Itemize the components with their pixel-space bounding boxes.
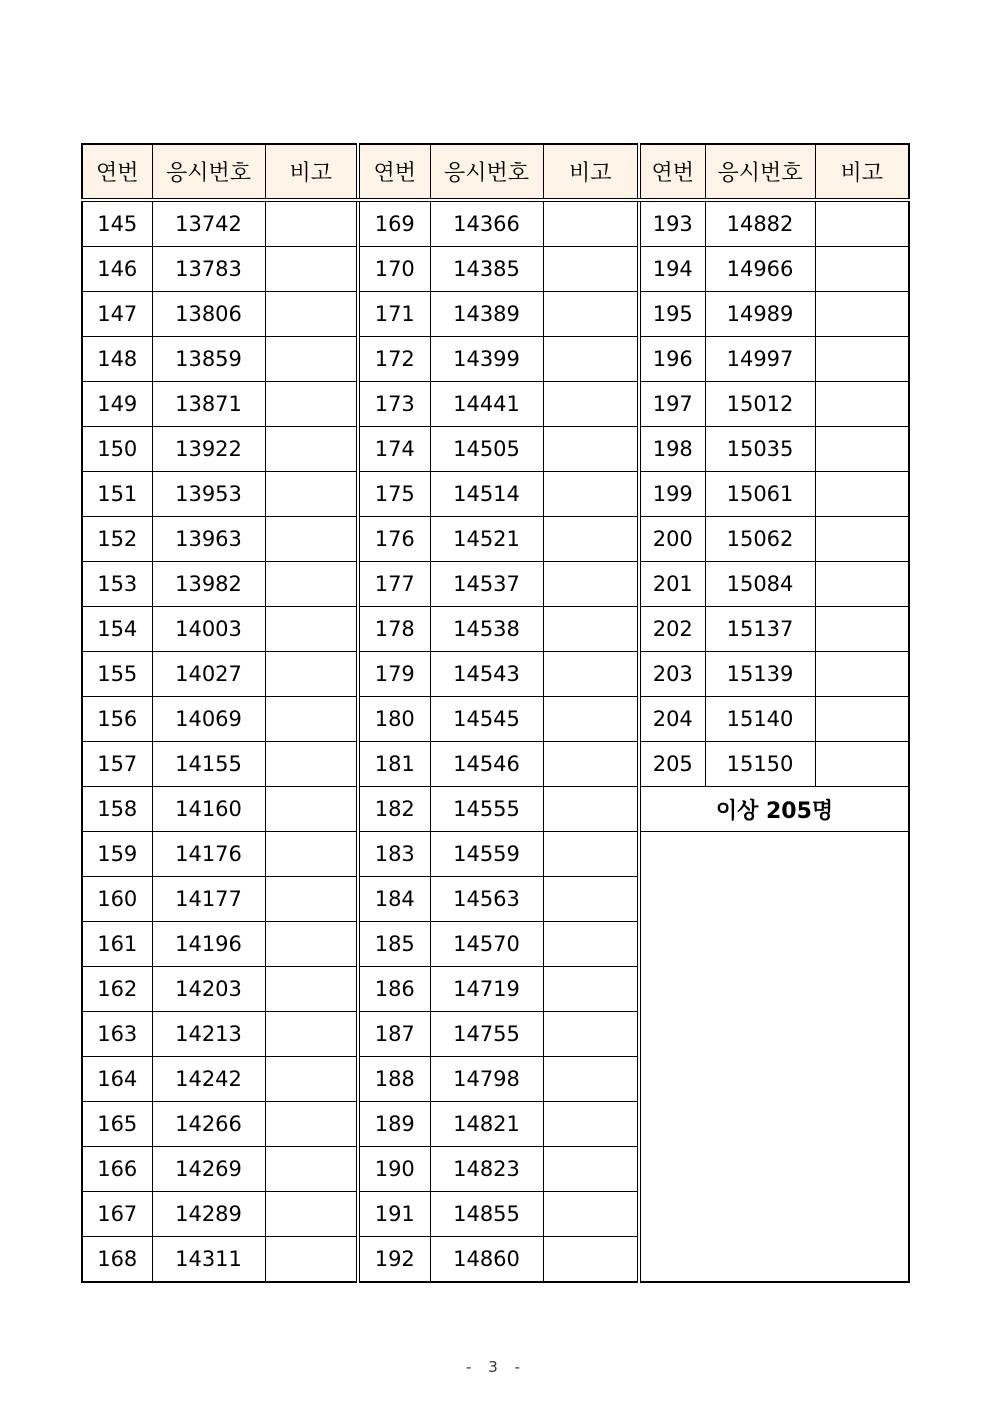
- seq-cell: 180: [358, 697, 430, 742]
- table-row: [82, 247, 909, 292]
- exam-number-cell: 13871: [152, 382, 265, 427]
- table-row: [82, 517, 909, 562]
- note-cell: [815, 247, 909, 292]
- seq-cell: 192: [358, 1237, 430, 1283]
- note-cell: [815, 472, 909, 517]
- note-cell: [543, 337, 639, 382]
- exam-number-cell: 15139: [705, 652, 815, 697]
- seq-cell: 194: [639, 247, 705, 292]
- seq-cell: 189: [358, 1102, 430, 1147]
- note-cell: [265, 697, 358, 742]
- exam-number-cell: 14213: [152, 1012, 265, 1057]
- exam-number-cell: 13742: [152, 200, 265, 247]
- seq-cell: 191: [358, 1192, 430, 1237]
- note-cell: [265, 247, 358, 292]
- exam-number-cell: 14823: [430, 1147, 543, 1192]
- exam-number-cell: 14269: [152, 1147, 265, 1192]
- exam-number-cell: 14176: [152, 832, 265, 877]
- exam-number-cell: 14069: [152, 697, 265, 742]
- note-cell: [265, 1012, 358, 1057]
- exam-number-cell: 14155: [152, 742, 265, 787]
- note-cell: [265, 292, 358, 337]
- exam-number-cell: 14389: [430, 292, 543, 337]
- exam-number-cell: 15150: [705, 742, 815, 787]
- empty-area: [639, 832, 909, 1283]
- note-cell: [265, 472, 358, 517]
- table-row: [82, 200, 909, 247]
- note-cell: [543, 562, 639, 607]
- seq-cell: 183: [358, 832, 430, 877]
- note-cell: [543, 1147, 639, 1192]
- table-row: [82, 427, 909, 472]
- note-cell: [265, 967, 358, 1012]
- note-cell: [543, 742, 639, 787]
- exam-number-cell: 14821: [430, 1102, 543, 1147]
- exam-number-cell: 13963: [152, 517, 265, 562]
- seq-cell: 169: [358, 200, 430, 247]
- seq-cell: 188: [358, 1057, 430, 1102]
- exam-number-cell: 14160: [152, 787, 265, 832]
- seq-cell: 170: [358, 247, 430, 292]
- note-cell: [815, 337, 909, 382]
- seq-cell: 168: [82, 1237, 152, 1283]
- note-cell: [265, 1192, 358, 1237]
- note-cell: [543, 1192, 639, 1237]
- seq-cell: 185: [358, 922, 430, 967]
- exam-number-cell: 14505: [430, 427, 543, 472]
- note-cell: [815, 562, 909, 607]
- seq-cell: 163: [82, 1012, 152, 1057]
- note-cell: [543, 427, 639, 472]
- seq-cell: 196: [639, 337, 705, 382]
- seq-cell: 152: [82, 517, 152, 562]
- exam-number-cell: 14242: [152, 1057, 265, 1102]
- seq-cell: 149: [82, 382, 152, 427]
- seq-cell: 160: [82, 877, 152, 922]
- note-cell: [815, 742, 909, 787]
- header-note: 비고: [815, 144, 909, 200]
- exam-number-cell: 14570: [430, 922, 543, 967]
- seq-cell: 205: [639, 742, 705, 787]
- exam-number-cell: 14514: [430, 472, 543, 517]
- exam-number-cell: 14003: [152, 607, 265, 652]
- table-row: [82, 742, 909, 787]
- note-cell: [815, 427, 909, 472]
- seq-cell: 156: [82, 697, 152, 742]
- seq-cell: 159: [82, 832, 152, 877]
- exam-number-cell: 14203: [152, 967, 265, 1012]
- exam-number-cell: 14563: [430, 877, 543, 922]
- exam-number-cell: 14399: [430, 337, 543, 382]
- table-row: [82, 787, 909, 832]
- exam-number-cell: 14385: [430, 247, 543, 292]
- exam-number-cell: 14545: [430, 697, 543, 742]
- exam-number-cell: 15061: [705, 472, 815, 517]
- note-cell: [265, 607, 358, 652]
- seq-cell: 162: [82, 967, 152, 1012]
- seq-cell: 153: [82, 562, 152, 607]
- seq-cell: 177: [358, 562, 430, 607]
- note-cell: [815, 292, 909, 337]
- seq-cell: 200: [639, 517, 705, 562]
- seq-cell: 184: [358, 877, 430, 922]
- exam-number-cell: 14538: [430, 607, 543, 652]
- seq-cell: 204: [639, 697, 705, 742]
- note-cell: [543, 1102, 639, 1147]
- roster-table: [81, 143, 910, 1283]
- header-seq: 연번: [639, 144, 705, 200]
- exam-number-cell: 13953: [152, 472, 265, 517]
- exam-number-cell: 13922: [152, 427, 265, 472]
- note-cell: [265, 562, 358, 607]
- exam-number-cell: 14719: [430, 967, 543, 1012]
- exam-number-cell: 13806: [152, 292, 265, 337]
- header-seq: 연번: [358, 144, 430, 200]
- note-cell: [543, 922, 639, 967]
- seq-cell: 182: [358, 787, 430, 832]
- exam-number-cell: 14555: [430, 787, 543, 832]
- header-exam-number: 응시번호: [152, 144, 265, 200]
- note-cell: [265, 1147, 358, 1192]
- exam-number-cell: 14966: [705, 247, 815, 292]
- exam-number-cell: 14521: [430, 517, 543, 562]
- note-cell: [543, 697, 639, 742]
- seq-cell: 190: [358, 1147, 430, 1192]
- exam-number-cell: 14755: [430, 1012, 543, 1057]
- seq-cell: 174: [358, 427, 430, 472]
- exam-number-cell: 14882: [705, 200, 815, 247]
- header-exam-number: 응시번호: [705, 144, 815, 200]
- exam-number-cell: 15035: [705, 427, 815, 472]
- table-row: [82, 472, 909, 517]
- seq-cell: 173: [358, 382, 430, 427]
- seq-cell: 199: [639, 472, 705, 517]
- seq-cell: 150: [82, 427, 152, 472]
- exam-number-cell: 13982: [152, 562, 265, 607]
- exam-number-cell: 14546: [430, 742, 543, 787]
- note-cell: [265, 1102, 358, 1147]
- exam-number-cell: 14798: [430, 1057, 543, 1102]
- table-row: [82, 607, 909, 652]
- note-cell: [543, 517, 639, 562]
- seq-cell: 167: [82, 1192, 152, 1237]
- note-cell: [543, 877, 639, 922]
- note-cell: [265, 337, 358, 382]
- seq-cell: 201: [639, 562, 705, 607]
- seq-cell: 165: [82, 1102, 152, 1147]
- note-cell: [265, 1057, 358, 1102]
- seq-cell: 148: [82, 337, 152, 382]
- note-cell: [265, 922, 358, 967]
- note-cell: [265, 652, 358, 697]
- note-cell: [543, 787, 639, 832]
- seq-cell: 155: [82, 652, 152, 697]
- seq-cell: 161: [82, 922, 152, 967]
- note-cell: [265, 382, 358, 427]
- exam-number-cell: 14559: [430, 832, 543, 877]
- table-row: [82, 292, 909, 337]
- seq-cell: 166: [82, 1147, 152, 1192]
- note-cell: [543, 1057, 639, 1102]
- seq-cell: 202: [639, 607, 705, 652]
- note-cell: [815, 382, 909, 427]
- note-cell: [265, 200, 358, 247]
- header-row: [82, 144, 909, 200]
- seq-cell: 181: [358, 742, 430, 787]
- seq-cell: 145: [82, 200, 152, 247]
- exam-number-cell: 14177: [152, 877, 265, 922]
- note-cell: [543, 292, 639, 337]
- seq-cell: 157: [82, 742, 152, 787]
- seq-cell: 203: [639, 652, 705, 697]
- note-cell: [543, 652, 639, 697]
- seq-cell: 176: [358, 517, 430, 562]
- note-cell: [543, 1237, 639, 1283]
- table-row: [82, 382, 909, 427]
- note-cell: [543, 382, 639, 427]
- exam-number-cell: 13859: [152, 337, 265, 382]
- seq-cell: 195: [639, 292, 705, 337]
- exam-number-cell: 15012: [705, 382, 815, 427]
- exam-number-cell: 14997: [705, 337, 815, 382]
- note-cell: [815, 652, 909, 697]
- exam-number-cell: 15137: [705, 607, 815, 652]
- header-exam-number: 응시번호: [430, 144, 543, 200]
- note-cell: [543, 967, 639, 1012]
- header-note: 비고: [543, 144, 639, 200]
- exam-number-cell: 14543: [430, 652, 543, 697]
- seq-cell: 154: [82, 607, 152, 652]
- seq-cell: 197: [639, 382, 705, 427]
- exam-number-cell: 15062: [705, 517, 815, 562]
- seq-cell: 147: [82, 292, 152, 337]
- header-note: 비고: [265, 144, 358, 200]
- seq-cell: 164: [82, 1057, 152, 1102]
- note-cell: [265, 517, 358, 562]
- note-cell: [815, 200, 909, 247]
- note-cell: [815, 517, 909, 562]
- exam-number-cell: 14311: [152, 1237, 265, 1283]
- note-cell: [265, 787, 358, 832]
- seq-cell: 158: [82, 787, 152, 832]
- header-seq: 연번: [82, 144, 152, 200]
- exam-number-cell: 14441: [430, 382, 543, 427]
- table-row: [82, 652, 909, 697]
- total-summary: 이상 205명: [639, 787, 909, 832]
- note-cell: [265, 1237, 358, 1283]
- page-number: - 3 -: [466, 1358, 526, 1376]
- exam-number-cell: 14027: [152, 652, 265, 697]
- exam-number-cell: 14289: [152, 1192, 265, 1237]
- seq-cell: 151: [82, 472, 152, 517]
- exam-number-cell: 14196: [152, 922, 265, 967]
- note-cell: [543, 607, 639, 652]
- table-row: [82, 832, 909, 877]
- seq-cell: 179: [358, 652, 430, 697]
- exam-number-cell: 13783: [152, 247, 265, 292]
- note-cell: [543, 200, 639, 247]
- note-cell: [265, 742, 358, 787]
- exam-number-cell: 14989: [705, 292, 815, 337]
- exam-number-cell: 15140: [705, 697, 815, 742]
- seq-cell: 175: [358, 472, 430, 517]
- note-cell: [265, 427, 358, 472]
- seq-cell: 171: [358, 292, 430, 337]
- seq-cell: 187: [358, 1012, 430, 1057]
- roster-body: [82, 144, 909, 1282]
- note-cell: [815, 607, 909, 652]
- seq-cell: 172: [358, 337, 430, 382]
- note-cell: [543, 247, 639, 292]
- note-cell: [543, 832, 639, 877]
- note-cell: [543, 1012, 639, 1057]
- note-cell: [543, 472, 639, 517]
- exam-number-cell: 15084: [705, 562, 815, 607]
- note-cell: [815, 697, 909, 742]
- note-cell: [265, 877, 358, 922]
- seq-cell: 198: [639, 427, 705, 472]
- note-cell: [265, 832, 358, 877]
- seq-cell: 178: [358, 607, 430, 652]
- exam-number-cell: 14266: [152, 1102, 265, 1147]
- seq-cell: 186: [358, 967, 430, 1012]
- seq-cell: 193: [639, 200, 705, 247]
- seq-cell: 146: [82, 247, 152, 292]
- exam-number-cell: 14855: [430, 1192, 543, 1237]
- table-row: [82, 697, 909, 742]
- exam-number-cell: 14860: [430, 1237, 543, 1283]
- table-row: [82, 562, 909, 607]
- exam-number-cell: 14537: [430, 562, 543, 607]
- exam-number-cell: 14366: [430, 200, 543, 247]
- table-row: [82, 337, 909, 382]
